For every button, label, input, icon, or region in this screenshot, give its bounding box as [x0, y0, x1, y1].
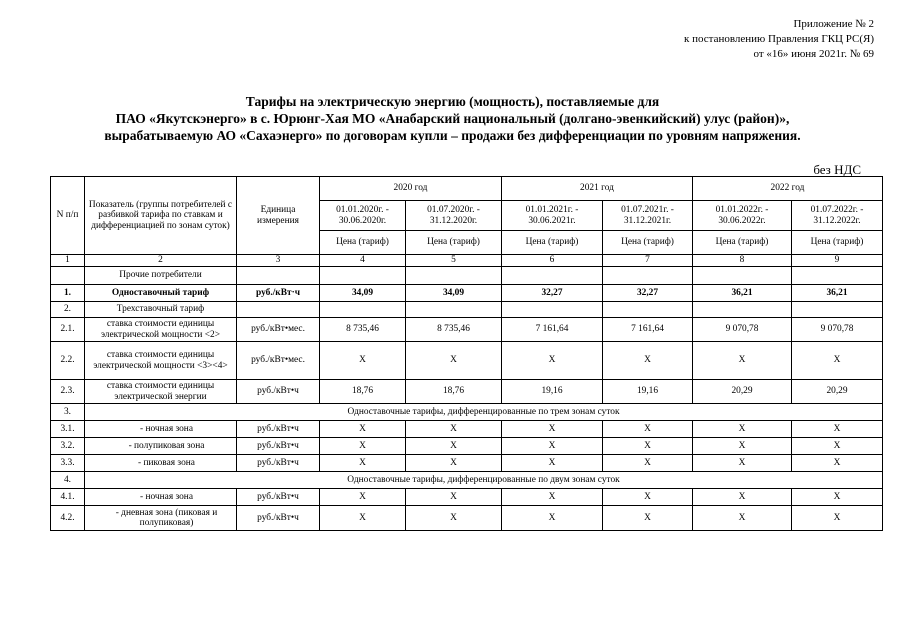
- row-name: ставка стоимости единицы электрической мощности <2>: [85, 318, 237, 342]
- header-period: 01.01.2021г. - 30.06.2021г.: [502, 201, 603, 231]
- row-value: X: [792, 489, 883, 506]
- header-price: Цена (тариф): [406, 231, 502, 255]
- row-name: Одноставочные тарифы, дифференцированные по трем зонам суток: [85, 404, 883, 421]
- col-number: 5: [406, 255, 502, 267]
- table-row: [51, 404, 883, 421]
- appendix-line-3: от «16» июня 2021г. № 69: [753, 48, 874, 60]
- row-value: 34,09: [320, 285, 406, 302]
- row-unit: руб./кВт•ч: [237, 489, 320, 506]
- row-unit: руб./кВт•ч: [237, 455, 320, 472]
- row-value: X: [792, 506, 883, 531]
- row-name: - пиковая зона: [85, 455, 237, 472]
- row-value: 18,76: [406, 380, 502, 404]
- row-value: X: [406, 421, 502, 438]
- header-period: 01.07.2021г. - 31.12.2021г.: [603, 201, 693, 231]
- row-name: - ночная зона: [85, 421, 237, 438]
- row-value: X: [603, 342, 693, 380]
- row-value: 36,21: [792, 285, 883, 302]
- row-unit: руб./кВт•ч: [237, 438, 320, 455]
- row-value: X: [693, 455, 792, 472]
- table-row: [51, 438, 883, 455]
- tariff-table: [50, 176, 883, 531]
- row-num: 2.3.: [51, 380, 85, 404]
- row-num: 3.: [51, 404, 85, 421]
- row-value: X: [406, 438, 502, 455]
- col-number: 8: [693, 255, 792, 267]
- row-value: 9 070,78: [792, 318, 883, 342]
- header-year-2022: 2022 год: [693, 177, 883, 201]
- row-value: X: [320, 506, 406, 531]
- table-row: [51, 506, 883, 531]
- header-unit: Единица измерения: [237, 177, 320, 255]
- row-value: X: [406, 342, 502, 380]
- appendix-line-2: к постановлению Правления ГКЦ РС(Я): [684, 33, 874, 45]
- group-label: Прочие потребители: [85, 267, 237, 285]
- row-value: 36,21: [693, 285, 792, 302]
- row-name: Одноставочные тарифы, дифференцированные по двум зонам суток: [85, 472, 883, 489]
- row-name: ставка стоимости единицы электрической энергии: [85, 380, 237, 404]
- row-num: 3.3.: [51, 455, 85, 472]
- row-num: 4.2.: [51, 506, 85, 531]
- row-value: 9 070,78: [693, 318, 792, 342]
- table-row: [51, 342, 883, 380]
- table-row: [51, 472, 883, 489]
- row-value: X: [320, 421, 406, 438]
- row-value: X: [693, 506, 792, 531]
- appendix-block: [684, 17, 874, 62]
- appendix-line-1: Приложение № 2: [793, 18, 874, 30]
- col-number: 7: [603, 255, 693, 267]
- title-line-2: ПАО «Якутскэнерго» в с. Юрюнг-Хая МО «Анабарский национальный (долгано-эвенкийский) улус (район)»,: [115, 111, 790, 126]
- col-number: 9: [792, 255, 883, 267]
- row-value: X: [502, 506, 603, 531]
- row-num: 4.: [51, 472, 85, 489]
- row-value: 7 161,64: [502, 318, 603, 342]
- row-value: X: [406, 455, 502, 472]
- table-row: [51, 380, 883, 404]
- row-unit: руб./кВт•мес.: [237, 342, 320, 380]
- row-value: X: [792, 342, 883, 380]
- header-period: 01.01.2022г. - 30.06.2022г.: [693, 201, 792, 231]
- header-period: 01.07.2022г. - 31.12.2022г.: [792, 201, 883, 231]
- row-value: 34,09: [406, 285, 502, 302]
- row-value: 19,16: [502, 380, 603, 404]
- row-value: 32,27: [502, 285, 603, 302]
- header-indicator: Показатель (группы потребителей с разбивкой тарифа по ставкам и дифференциацией по зонам суток): [85, 177, 237, 255]
- row-value: X: [693, 421, 792, 438]
- col-number: 1: [51, 255, 85, 267]
- row-value: X: [693, 489, 792, 506]
- row-value: X: [502, 438, 603, 455]
- table-row: [51, 421, 883, 438]
- row-name: Одноставочный тариф: [85, 285, 237, 302]
- header-period: 01.01.2020г. - 30.06.2020г.: [320, 201, 406, 231]
- row-value: X: [320, 438, 406, 455]
- header-year-2021: 2021 год: [502, 177, 693, 201]
- row-value: X: [320, 489, 406, 506]
- header-num: N п/п: [51, 177, 85, 255]
- row-value: X: [502, 342, 603, 380]
- row-value: X: [320, 455, 406, 472]
- header-period: 01.07.2020г. - 31.12.2020г.: [406, 201, 502, 231]
- row-value: X: [406, 506, 502, 531]
- row-value: X: [320, 342, 406, 380]
- row-name: - ночная зона: [85, 489, 237, 506]
- table-row: [51, 302, 883, 318]
- row-num: 1.: [51, 285, 85, 302]
- row-value: X: [406, 489, 502, 506]
- row-value: X: [603, 421, 693, 438]
- row-name: Трехставочный тариф: [85, 302, 237, 318]
- row-value: 20,29: [693, 380, 792, 404]
- row-value: 32,27: [603, 285, 693, 302]
- row-unit: руб./кВт•ч: [237, 506, 320, 531]
- row-num: 3.1.: [51, 421, 85, 438]
- row-value: X: [693, 438, 792, 455]
- row-value: X: [792, 438, 883, 455]
- row-unit: руб./кВт•ч: [237, 421, 320, 438]
- row-value: X: [603, 455, 693, 472]
- header-price: Цена (тариф): [320, 231, 406, 255]
- nds-note: без НДС: [813, 162, 861, 177]
- row-value: 8 735,46: [320, 318, 406, 342]
- row-num: 2.1.: [51, 318, 85, 342]
- col-number: 2: [85, 255, 237, 267]
- row-value: X: [603, 506, 693, 531]
- row-value: X: [792, 455, 883, 472]
- header-price: Цена (тариф): [792, 231, 883, 255]
- table-row: [51, 318, 883, 342]
- row-value: X: [502, 489, 603, 506]
- document-title: [0, 93, 905, 144]
- row-num: 2.: [51, 302, 85, 318]
- row-value: 18,76: [320, 380, 406, 404]
- row-value: X: [502, 455, 603, 472]
- row-unit: руб./кВт•мес.: [237, 318, 320, 342]
- row-value: X: [603, 489, 693, 506]
- title-line-1: Тарифы на электрическую энергию (мощность), поставляемые для: [245, 94, 660, 109]
- row-num: 4.1.: [51, 489, 85, 506]
- row-value: 20,29: [792, 380, 883, 404]
- col-number: 3: [237, 255, 320, 267]
- row-value: 8 735,46: [406, 318, 502, 342]
- row-value: 19,16: [603, 380, 693, 404]
- row-value: X: [603, 438, 693, 455]
- row-value: X: [502, 421, 603, 438]
- col-number: 6: [502, 255, 603, 267]
- header-price: Цена (тариф): [502, 231, 603, 255]
- row-unit: руб./кВт·ч: [237, 285, 320, 302]
- row-name: ставка стоимости единицы электрической мощности <3><4>: [85, 342, 237, 380]
- header-price: Цена (тариф): [693, 231, 792, 255]
- header-year-2020: 2020 год: [320, 177, 502, 201]
- row-value: X: [792, 421, 883, 438]
- title-line-3: вырабатываемую АО «Сахаэнерго» по договорам купли – продажи без дифференциации по уровням напряжения.: [104, 128, 801, 143]
- row-name: - полупиковая зона: [85, 438, 237, 455]
- table-row: [51, 285, 883, 302]
- col-number: 4: [320, 255, 406, 267]
- row-num: 2.2.: [51, 342, 85, 380]
- row-num: 3.2.: [51, 438, 85, 455]
- header-price: Цена (тариф): [603, 231, 693, 255]
- row-value: 7 161,64: [603, 318, 693, 342]
- table-row: [51, 489, 883, 506]
- row-name: - дневная зона (пиковая и полупиковая): [85, 506, 237, 531]
- table-row: [51, 455, 883, 472]
- row-unit: руб./кВт•ч: [237, 380, 320, 404]
- row-value: X: [693, 342, 792, 380]
